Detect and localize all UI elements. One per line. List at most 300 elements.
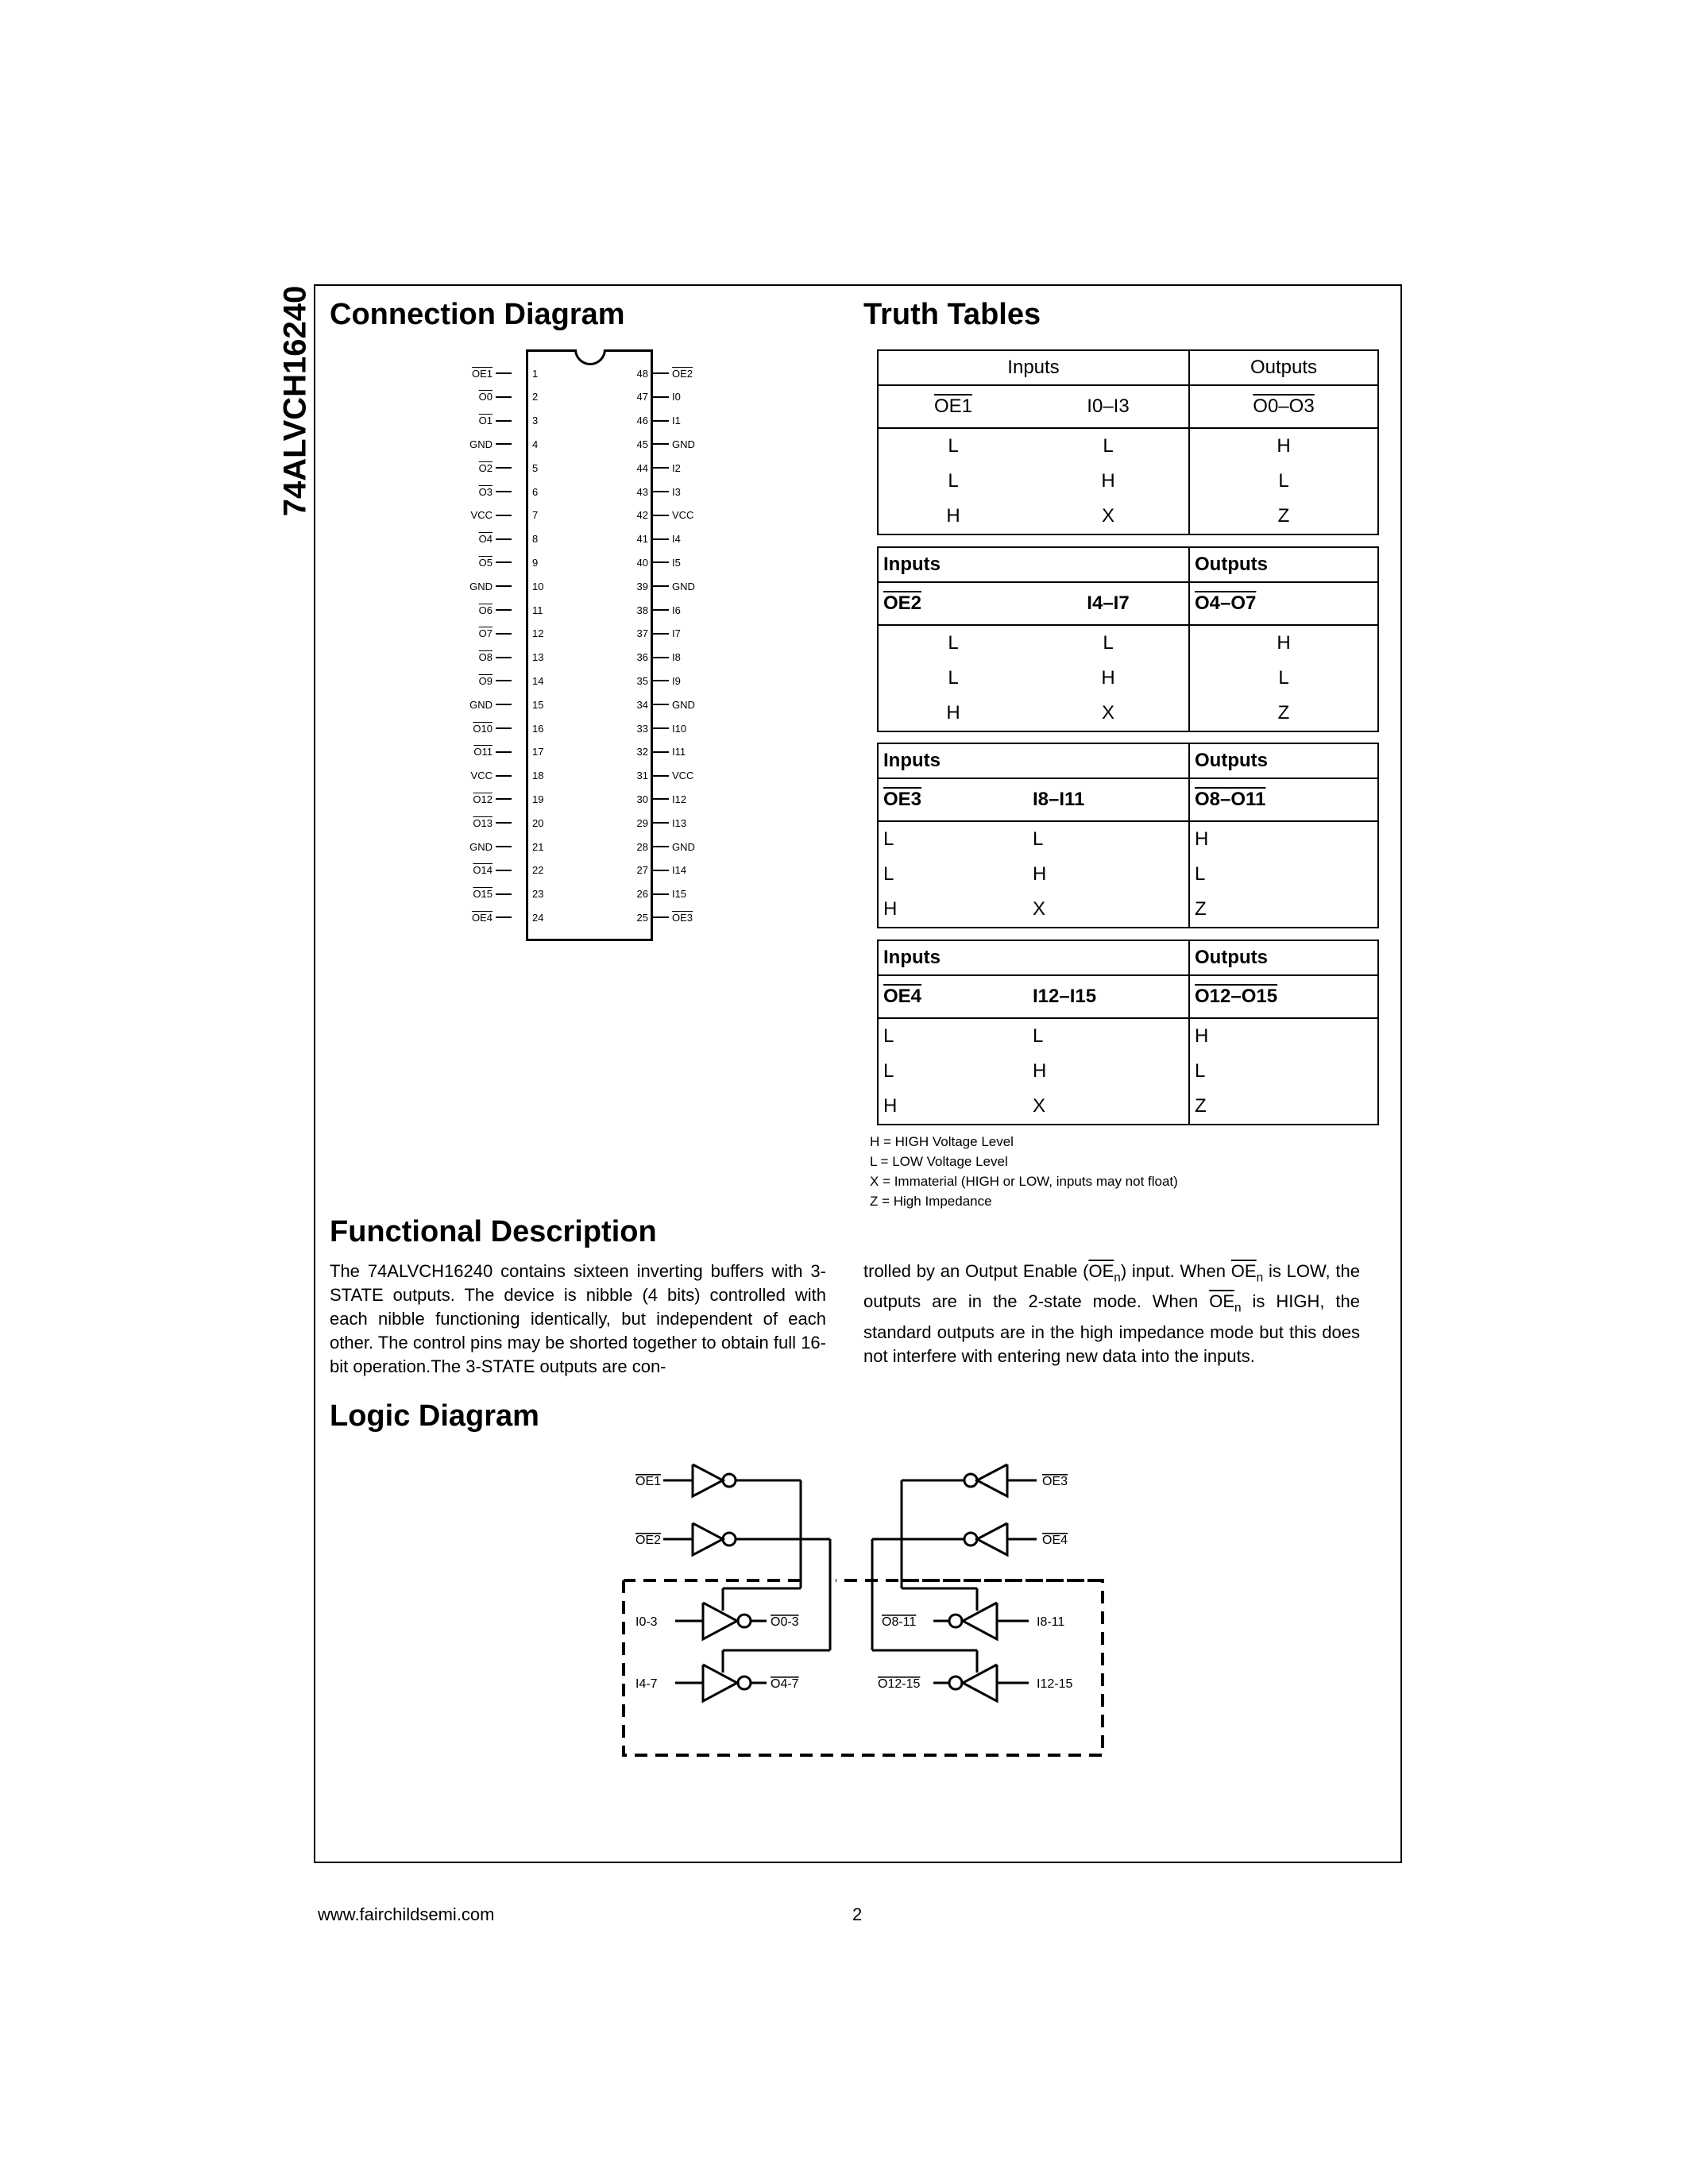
pin-right-1: [636, 361, 724, 385]
truth-cell: L: [883, 828, 894, 850]
truth-cell: L: [1189, 857, 1377, 892]
truth-cell: H: [1033, 863, 1047, 885]
pin-name: O2: [478, 461, 492, 474]
pin-number: 42: [636, 509, 648, 522]
pin-name: O9: [478, 674, 492, 687]
truth-row: [879, 464, 1377, 499]
pin-left-11: [461, 598, 543, 622]
functional-description-title: Functional Description: [330, 1215, 657, 1248]
pin-lead: [653, 467, 669, 469]
truth-cell: I4–I7: [1028, 582, 1189, 625]
truth-table-3: [877, 743, 1379, 928]
truth-cell: L: [948, 632, 959, 654]
truth-cell: Z: [1189, 892, 1377, 927]
pin-lead: [496, 609, 512, 611]
pin-left-10: [461, 574, 544, 598]
oe4-buffer-icon: [977, 1523, 1007, 1555]
truth-cell: H: [1101, 667, 1115, 689]
pin-right-2: [636, 385, 724, 409]
logic-label-o1215: O12-15: [878, 1677, 921, 1691]
pin-name: I4: [672, 533, 681, 546]
pin-lead: [653, 491, 669, 492]
pin-lead: [496, 396, 512, 398]
pin-name: O4: [478, 533, 492, 546]
connection-diagram-title: Connection Diagram: [330, 298, 625, 331]
buffer-0-3-icon: [703, 1603, 737, 1639]
truth-cell: L: [1033, 1025, 1044, 1047]
pin-lead: [496, 585, 512, 587]
pin-lead: [653, 372, 669, 374]
truth-cell: Outputs: [1189, 351, 1377, 385]
pin-lead: [653, 751, 669, 753]
pin-right-12: [636, 622, 724, 646]
pin-lead: [496, 822, 512, 824]
pin-lead: [653, 893, 669, 895]
truth-cell: OE2: [879, 582, 1028, 625]
pin-lead: [496, 515, 512, 516]
pin-number: 8: [532, 533, 539, 546]
pin-right-4: [636, 432, 724, 456]
pin-left-4: [461, 432, 539, 456]
pin-lead: [653, 609, 669, 611]
pin-name: GND: [469, 580, 492, 592]
truth-cell: L: [883, 1060, 894, 1082]
logic-label-i03: I0-3: [635, 1615, 658, 1629]
legend-line: Z = High Impedance: [870, 1194, 992, 1209]
truth-cell: O12–O15: [1189, 975, 1377, 1018]
truth-cell: L: [948, 435, 959, 457]
truth-cell: L: [1103, 632, 1114, 654]
buffer-8-11-icon: [963, 1603, 997, 1639]
pin-lead: [496, 561, 512, 563]
pin-lead: [496, 798, 512, 800]
truth-cell: O4–O7: [1189, 582, 1377, 625]
logic-label-oe2: OE2: [635, 1534, 662, 1547]
truth-cell: L: [948, 470, 959, 492]
pin-left-5: [461, 456, 539, 480]
truth-cell: I0–I3: [1028, 385, 1189, 428]
pin-left-13: [461, 646, 544, 669]
pin-number: 2: [532, 391, 539, 403]
pin-right-16: [636, 716, 724, 740]
legend-line: X = Immaterial (HIGH or LOW, inputs may not float): [870, 1174, 1178, 1189]
truth-cell: L: [1189, 464, 1377, 499]
pin-name: GND: [672, 580, 695, 592]
pin-lead: [496, 727, 512, 729]
pin-lead: [496, 846, 512, 847]
pin-left-9: [461, 550, 539, 574]
pin-lead: [653, 822, 669, 824]
pin-name: I11: [672, 746, 686, 758]
pin-lead: [653, 846, 669, 847]
truth-cell: H: [1189, 821, 1377, 857]
logic-label-i1215: I12-15: [1037, 1677, 1073, 1691]
pin-name: O13: [473, 816, 492, 829]
oe1-buffer-icon: [693, 1464, 723, 1496]
pin-name: I3: [672, 485, 681, 498]
pin-number: 36: [636, 651, 648, 664]
pin-name: VCC: [470, 770, 492, 782]
truth-cell: H: [946, 702, 960, 723]
pin-left-2: [461, 385, 539, 409]
pin-right-13: [636, 646, 724, 669]
truth-row: [879, 696, 1377, 731]
pin-left-21: [461, 835, 544, 859]
pin-number: 5: [532, 461, 539, 474]
pin-left-7: [461, 504, 539, 527]
pin-right-3: [636, 409, 724, 433]
pin-right-20: [636, 811, 724, 835]
logic-label-oe1: OE1: [635, 1475, 662, 1488]
pin-right-14: [636, 669, 724, 693]
logic-label-i811: I8-11: [1037, 1615, 1065, 1629]
pin-right-19: [636, 787, 724, 811]
pin-lead: [653, 727, 669, 729]
oe3-buffer-icon: [977, 1464, 1007, 1496]
truth-cell: Outputs: [1189, 744, 1377, 778]
pin-name: I10: [672, 722, 687, 735]
pin-lead: [653, 585, 669, 587]
pin-name: O5: [478, 556, 492, 569]
pin-number: 3: [532, 415, 539, 427]
pin-number: 35: [636, 674, 648, 687]
truth-cell: O0–O3: [1189, 385, 1377, 428]
truth-table-2: [877, 546, 1379, 732]
truth-cell: L: [1189, 661, 1377, 696]
pin-lead: [653, 775, 669, 777]
pin-lead: [653, 798, 669, 800]
truth-cell: L: [1189, 1054, 1377, 1089]
truth-row: [879, 892, 1377, 927]
truth-row: [879, 1089, 1377, 1124]
pin-number: 24: [532, 911, 544, 924]
pin-name: VCC: [470, 509, 492, 522]
pin-lead: [653, 561, 669, 563]
pin-number: 9: [532, 556, 539, 569]
pin-number: 41: [636, 533, 648, 546]
logic-diagram-title: Logic Diagram: [330, 1399, 539, 1433]
pin-lead: [496, 538, 512, 540]
pin-right-24: [636, 905, 724, 929]
pin-name: I2: [672, 461, 681, 474]
pin-name: I5: [672, 556, 681, 569]
truth-cell: OE3: [879, 778, 1028, 821]
truth-cell: Inputs: [879, 941, 1189, 975]
pin-left-20: [461, 811, 544, 835]
truth-cell: Z: [1189, 1089, 1377, 1124]
chip-notch: [574, 349, 606, 365]
pin-number: 17: [532, 746, 544, 758]
pin-number: 37: [636, 627, 648, 640]
pin-lead: [496, 893, 512, 895]
pin-number: 30: [636, 793, 648, 805]
pin-number: 1: [532, 367, 539, 380]
pin-lead: [653, 657, 669, 658]
pin-number: 22: [532, 864, 544, 877]
pin-lead: [653, 870, 669, 871]
pin-number: 13: [532, 651, 544, 664]
pin-number: 43: [636, 485, 648, 498]
pin-left-14: [461, 669, 544, 693]
pin-name: GND: [469, 840, 492, 853]
sidebar-part-number: [272, 286, 319, 516]
pin-number: 15: [532, 698, 544, 711]
pin-name: GND: [469, 698, 492, 711]
pin-name: OE2: [672, 367, 693, 380]
pin-lead: [496, 704, 512, 705]
pin-number: 27: [636, 864, 648, 877]
truth-cell: X: [1033, 1095, 1046, 1117]
truth-cell: L: [948, 667, 959, 689]
footer-url: www.fairchildsemi.com: [318, 1904, 495, 1924]
truth-cell: I8–I11: [1028, 778, 1189, 821]
pin-lead: [653, 916, 669, 918]
logic-label-o811: O8-11: [882, 1615, 917, 1629]
legend-line: L = LOW Voltage Level: [870, 1154, 1008, 1169]
pin-name: I15: [672, 888, 687, 901]
pin-right-6: [636, 480, 724, 504]
pin-name: O12: [473, 793, 492, 805]
pin-name: OE1: [471, 367, 492, 380]
pin-right-9: [636, 550, 724, 574]
pin-number: 25: [636, 911, 648, 924]
pin-number: 6: [532, 485, 539, 498]
pin-left-16: [461, 716, 544, 740]
truth-cell: X: [1033, 898, 1046, 920]
pin-name: VCC: [672, 509, 694, 522]
truth-cell: Inputs: [879, 548, 1189, 582]
pin-lead: [496, 916, 512, 918]
truth-row: [879, 625, 1377, 661]
pin-number: 34: [636, 698, 648, 711]
pin-name: O11: [473, 746, 492, 758]
pin-left-12: [461, 622, 544, 646]
truth-row: [879, 821, 1377, 857]
pin-lead: [496, 751, 512, 753]
pin-lead: [496, 633, 512, 635]
logic-diagram: [604, 1437, 1112, 1763]
pin-right-8: [636, 527, 724, 551]
truth-row: [879, 1018, 1377, 1054]
pin-name: O15: [473, 888, 492, 901]
pin-name: I6: [672, 604, 681, 616]
truth-row: [879, 1054, 1377, 1089]
pin-left-15: [461, 693, 544, 716]
pin-left-22: [461, 859, 544, 882]
pin-right-22: [636, 859, 724, 882]
pin-right-10: [636, 574, 724, 598]
truth-cell: Inputs: [879, 351, 1189, 385]
pin-number: 45: [636, 438, 648, 450]
pin-number: 32: [636, 746, 648, 758]
pin-number: 7: [532, 509, 539, 522]
truth-cell: Outputs: [1189, 941, 1377, 975]
truth-table-4: [877, 940, 1379, 1125]
pin-number: 14: [532, 674, 544, 687]
page-number: 2: [852, 1904, 863, 1924]
pin-right-11: [636, 598, 724, 622]
dashed-package-outline: [624, 1580, 1103, 1755]
pin-number: 11: [532, 604, 543, 616]
pin-left-24: [461, 905, 544, 929]
pin-right-21: [636, 835, 724, 859]
pin-name: GND: [672, 438, 695, 450]
truth-legend: [870, 1132, 1178, 1211]
pin-number: 33: [636, 722, 648, 735]
truth-cell: Z: [1189, 499, 1377, 534]
pin-lead: [653, 396, 669, 398]
pin-number: 10: [532, 580, 544, 592]
pin-lead: [653, 680, 669, 681]
pin-lead: [653, 515, 669, 516]
logic-label-o47: O4-7: [771, 1677, 799, 1691]
pin-number: 12: [532, 627, 544, 640]
logic-label-o03: O0-3: [771, 1615, 799, 1629]
truth-cell: O8–O11: [1189, 778, 1377, 821]
pin-left-1: [461, 361, 539, 385]
pin-right-23: [636, 882, 724, 906]
pin-left-23: [461, 882, 544, 906]
truth-row: [879, 428, 1377, 464]
buffer-4-7-icon: [703, 1665, 737, 1701]
truth-cell: H: [1101, 470, 1115, 492]
truth-cell: Outputs: [1189, 548, 1377, 582]
pin-lead: [496, 680, 512, 681]
truth-cell: H: [883, 898, 898, 920]
pin-left-8: [461, 527, 539, 551]
pin-name: GND: [672, 840, 695, 853]
pin-number: 29: [636, 816, 648, 829]
pin-number: 40: [636, 556, 648, 569]
pin-right-17: [636, 740, 724, 764]
pin-right-15: [636, 693, 724, 716]
part-number-vertical: 74ALVCH16240: [277, 285, 313, 517]
pin-name: O10: [473, 722, 492, 735]
pin-lead: [653, 538, 669, 540]
pin-lead: [496, 420, 512, 422]
pin-name: O6: [478, 604, 492, 616]
pin-number: 31: [636, 770, 648, 782]
truth-tables-title: Truth Tables: [863, 298, 1041, 331]
truth-cell: L: [1033, 828, 1044, 850]
pin-lead: [496, 775, 512, 777]
truth-cell: L: [1103, 435, 1114, 457]
pin-name: O7: [478, 627, 492, 640]
pin-name: I1: [672, 415, 681, 427]
pin-lead: [653, 704, 669, 705]
pin-right-7: [636, 504, 724, 527]
pin-name: GND: [672, 698, 695, 711]
functional-text-left: The 74ALVCH16240 contains sixteen inverting buffers with 3-STATE outputs. The device is nibble (4 bits) controlled with each nibble functioning identically, but independent of each other. The control pins may be shorted together to obtain full 16-bit operation.The 3-STATE outputs are con-: [330, 1261, 826, 1376]
pin-number: 23: [532, 888, 544, 901]
logic-label-i47: I4-7: [635, 1677, 658, 1691]
truth-row: [879, 661, 1377, 696]
truth-cell: L: [883, 863, 894, 885]
pin-name: O3: [478, 485, 492, 498]
pin-number: 21: [532, 840, 544, 853]
pin-right-5: [636, 456, 724, 480]
truth-row: [879, 857, 1377, 892]
pin-lead: [653, 420, 669, 422]
truth-cell: OE1: [879, 385, 1028, 428]
pin-name: VCC: [672, 770, 694, 782]
truth-table-1: [877, 349, 1379, 535]
pin-name: I14: [672, 864, 687, 877]
pin-left-19: [461, 787, 544, 811]
pin-number: 48: [636, 367, 648, 380]
pin-name: OE4: [471, 911, 492, 924]
pin-number: 20: [532, 816, 544, 829]
truth-cell: X: [1101, 505, 1114, 527]
pin-lead: [496, 467, 512, 469]
truth-row: [879, 499, 1377, 534]
truth-cell: H: [1189, 428, 1377, 464]
pin-number: 18: [532, 770, 544, 782]
pin-name: O14: [473, 864, 492, 877]
pin-name: I13: [672, 816, 687, 829]
truth-cell: I12–I15: [1028, 975, 1189, 1018]
pin-lead: [496, 870, 512, 871]
pin-name: I8: [672, 651, 681, 664]
pin-left-3: [461, 409, 539, 433]
pin-name: I7: [672, 627, 681, 640]
truth-cell: H: [1189, 1018, 1377, 1054]
truth-cell: H: [946, 505, 960, 527]
pin-number: 39: [636, 580, 648, 592]
logic-label-oe4: OE4: [1042, 1534, 1068, 1547]
truth-cell: Inputs: [879, 744, 1189, 778]
pin-lead: [496, 491, 512, 492]
pin-number: 38: [636, 604, 648, 616]
pin-number: 46: [636, 415, 648, 427]
pin-lead: [496, 657, 512, 658]
pin-number: 44: [636, 461, 648, 474]
legend-line: H = HIGH Voltage Level: [870, 1134, 1014, 1149]
buffer-12-15-icon: [963, 1665, 997, 1701]
truth-cell: OE4: [879, 975, 1028, 1018]
oe2-buffer-icon: [693, 1523, 723, 1555]
pin-number: 16: [532, 722, 544, 735]
truth-cell: H: [1033, 1060, 1047, 1082]
functional-text-right: trolled by an Output Enable $(\overline{OE}_n)$ input. When $\overline{OE}_n$ is LOW, the outputs are in the 2-state mode. When $\overline{OE}_n$ is HIGH, the standard outputs are in the high impedance mode but this does not interfere with entering new data into the inputs.: [863, 1261, 1361, 1366]
pin-name: I9: [672, 674, 681, 687]
pin-number: 28: [636, 840, 648, 853]
pin-lead: [496, 372, 512, 374]
pin-left-18: [461, 764, 544, 788]
truth-cell: L: [883, 1025, 894, 1047]
pin-name: GND: [469, 438, 492, 450]
pin-right-18: [636, 764, 724, 788]
truth-cell: X: [1101, 702, 1114, 723]
pin-lead: [653, 633, 669, 635]
pin-number: 26: [636, 888, 648, 901]
pin-lead: [653, 443, 669, 445]
pin-left-17: [461, 740, 544, 764]
pin-name: O8: [478, 651, 492, 664]
truth-cell: H: [883, 1095, 898, 1117]
pin-name: I12: [672, 793, 687, 805]
pin-name: O0: [478, 391, 492, 403]
truth-cell: H: [1189, 625, 1377, 661]
truth-cell: Z: [1189, 696, 1377, 731]
pin-name: OE3: [672, 911, 693, 924]
pin-left-6: [461, 480, 539, 504]
pin-number: 19: [532, 793, 544, 805]
logic-label-oe3: OE3: [1042, 1475, 1068, 1488]
pin-number: 47: [636, 391, 648, 403]
pin-name: I0: [672, 391, 681, 403]
pin-number: 4: [532, 438, 539, 450]
